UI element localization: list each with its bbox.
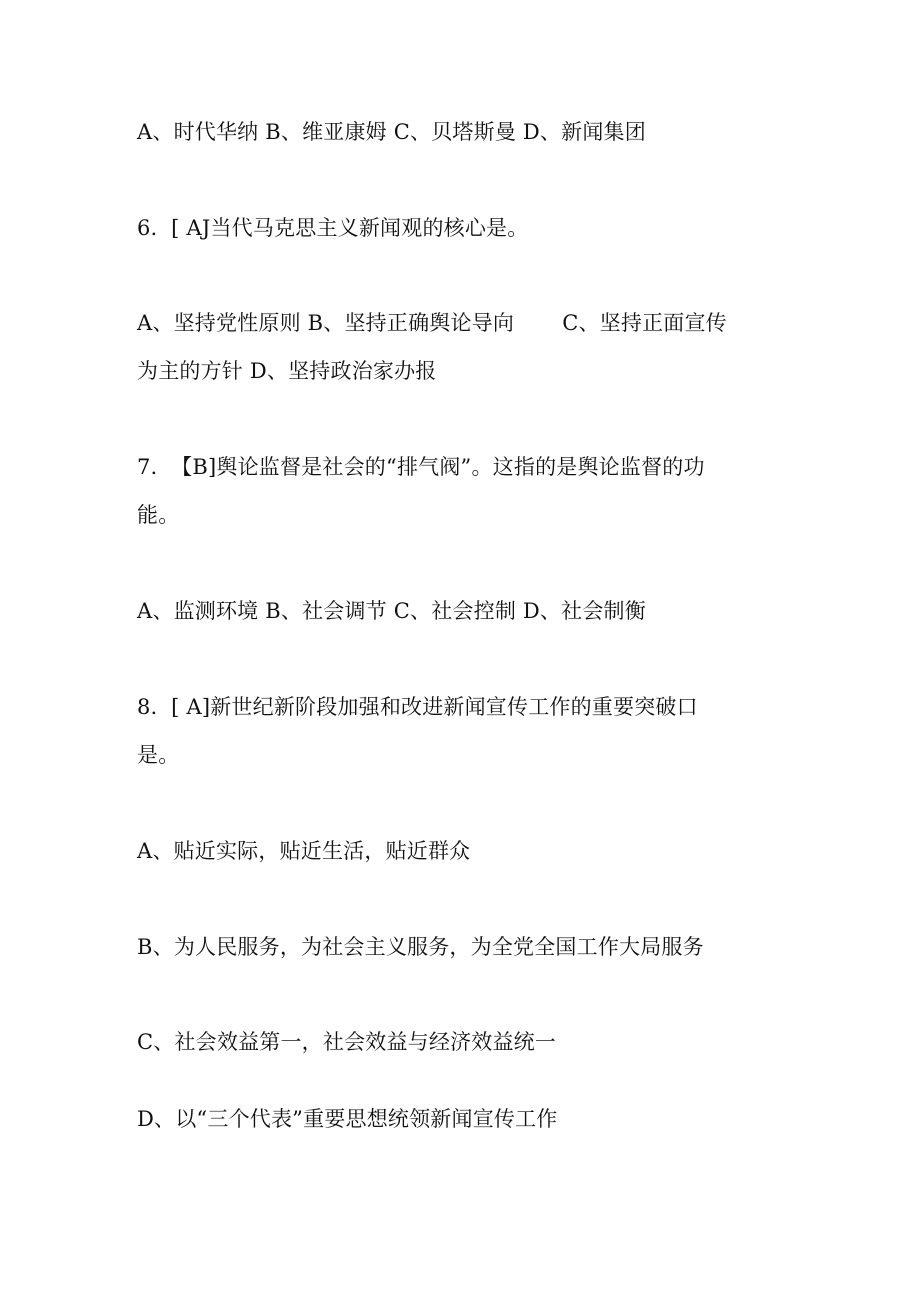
question-8-stem-line-2: 是。 (137, 743, 180, 767)
question-8-option-b: B、为人民服务，为社会主义服务，为全党全国工作大局服务 (137, 935, 704, 959)
question-6-options-line-2: 为主的方针 D、坚持政治家办报 (137, 359, 437, 383)
question-7-options: A、监测环境 B、社会调节 C、社会控制 D、社会制衡 (137, 599, 646, 623)
question-7-stem-line-1: 7. 【B]舆论监督是社会的“排气阀”。这指的是舆论监督的功 (137, 455, 705, 479)
question-8-stem-line-1: 8. [ A]新世纪新阶段加强和改进新闻宣传工作的重要突破口 (137, 695, 698, 719)
question-8-option-d: D、以“三个代表”重要思想统领新闻宣传工作 (137, 1107, 558, 1131)
question-7-stem-line-2: 能。 (137, 503, 180, 527)
question-6-options-line-1: A、坚持党性原则 B、坚持正确舆论导向 C、坚持正面宣传 (137, 311, 727, 335)
question-8-option-a: A、贴近实际，贴近生活，贴近群众 (137, 839, 471, 863)
question-8-option-c: C、社会效益第一，社会效益与经济效益统一 (137, 1030, 557, 1054)
question-5-options: A、时代华纳 B、维亚康姆 C、贝塔斯曼 D、新闻集团 (137, 120, 646, 144)
question-6-stem: 6. [ AJ当代马克思主义新闻观的核心是。 (137, 216, 529, 240)
